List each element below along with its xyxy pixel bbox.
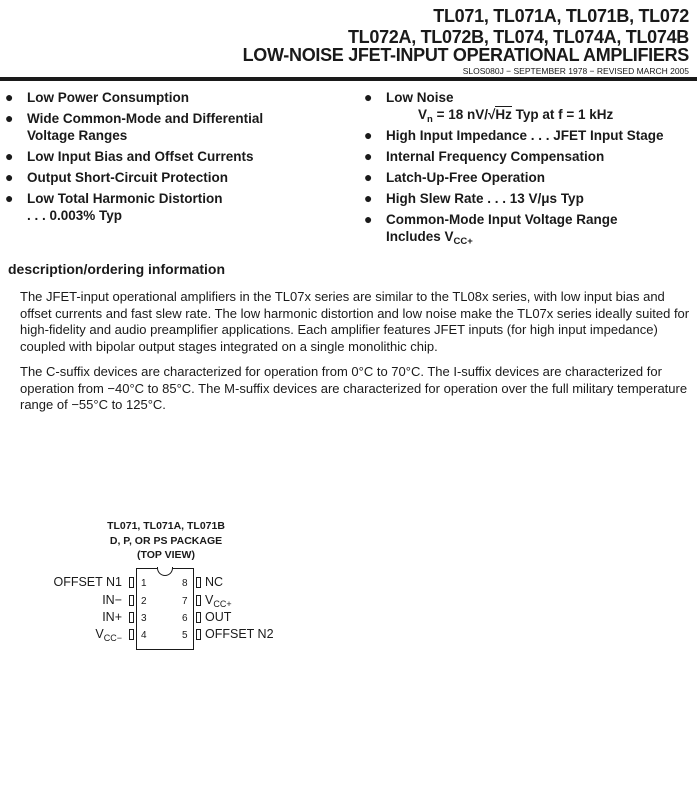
pin-label: IN− (102, 593, 122, 607)
pin-number: 3 (141, 613, 147, 624)
bullet-icon: ● (364, 190, 373, 206)
temperature-paragraph: The C-suffix devices are characterized for operation from 0°C to 70°C. The I-suffix devices are characterized for operation from −40°C to 85°C. The M-suffix devices are characterized for operation over the full military temperature range of −55°C to 125°C. (20, 364, 688, 412)
pin-3-lead (129, 612, 134, 623)
pin-number: 4 (141, 630, 147, 641)
bullet-icon: ● (5, 169, 14, 185)
package-title-types: D, P, OR PS PACKAGE (109, 535, 223, 547)
bullet-icon: ● (5, 110, 14, 126)
pin-label: OFFSET N2 (205, 627, 274, 641)
pin-number: 1 (141, 578, 147, 589)
package-title-view: (TOP VIEW) (137, 549, 195, 561)
document-id: SLOS080J − SEPTEMBER 1978 − REVISED MARCH 2005 (462, 66, 689, 76)
feature-item: ● Low Total Harmonic Distortion . . . 0.003% Typ (5, 190, 223, 223)
pin-6-lead (196, 612, 201, 623)
feature-item: ● High Slew Rate . . . 13 V/μs Typ (364, 190, 584, 206)
description-paragraph: The JFET-input operational amplifiers in the TL07x series are similar to the TL08x series, with low input bias and offset currents and fast slew rate. The low harmonic distortion and low noise make the TL07x series ideally suited for high-fidelity and audio preamplifier applications. Each amplifier features JFET inputs (for high input impedance) coupled with bipolar output stages integrated on a single monolithic chip. (20, 289, 690, 354)
feature-item: ● Low Input Bias and Offset Currents (5, 148, 254, 164)
pin-number: 2 (141, 596, 147, 607)
feature-item: ● High Input Impedance . . . JFET Input Stage (364, 127, 664, 143)
header-rule (0, 77, 697, 81)
pin-label: NC (205, 575, 224, 589)
bullet-icon: ● (364, 89, 373, 105)
bullet-icon: ● (5, 89, 14, 105)
pin-label: $V_{CC-}$ (95, 627, 122, 643)
pin-number: 8 (182, 578, 188, 589)
pin-label: IN+ (102, 610, 122, 624)
header-device-title: LOW-NOISE JFET-INPUT OPERATIONAL AMPLIFIERS (242, 45, 689, 65)
bullet-icon: ● (364, 211, 373, 227)
pin-1-lead (129, 577, 134, 588)
pin-label: OUT (205, 610, 232, 624)
feature-item: ● Output Short-Circuit Protection (5, 169, 228, 185)
feature-item: ● Low Power Consumption (5, 89, 189, 105)
package-title-devices: TL071, TL071A, TL071B (107, 520, 225, 532)
feature-item: ● Internal Frequency Compensation (364, 148, 605, 164)
bullet-icon: ● (5, 190, 14, 206)
pin-7-lead (196, 595, 201, 606)
bullet-icon: ● (364, 148, 373, 164)
feature-item: ● Wide Common-Mode and Differential Voltage Ranges (5, 110, 264, 143)
pin-4-lead (129, 629, 134, 640)
pin-number: 7 (182, 596, 188, 607)
header-part-numbers-line1: TL071, TL071A, TL071B, TL072 (433, 6, 689, 26)
section-heading: description/ordering information (8, 261, 226, 277)
bullet-icon: ● (364, 127, 373, 143)
bullet-icon: ● (364, 169, 373, 185)
pin-8-lead (196, 577, 201, 588)
pin-2-lead (129, 595, 134, 606)
pin-number: 6 (182, 613, 188, 624)
bullet-icon: ● (5, 148, 14, 164)
pin-number: 5 (182, 630, 188, 641)
feature-item-low-noise: ● Low Noise $V_n = 18$ nV/√Hz Typ at f = 1 kHz (364, 89, 614, 125)
feature-item: ● Latch-Up-Free Operation (364, 169, 546, 185)
pin-label: OFFSET N1 (53, 575, 122, 589)
feature-item: ● Common-Mode Input Voltage Range Includes $V_{CC+}$ (364, 211, 618, 247)
pin-label: $V_{CC+}$ (205, 593, 232, 609)
header-part-numbers-line2: TL072A, TL072B, TL074, TL074A, TL074B (347, 27, 689, 47)
pin-5-lead (196, 629, 201, 640)
